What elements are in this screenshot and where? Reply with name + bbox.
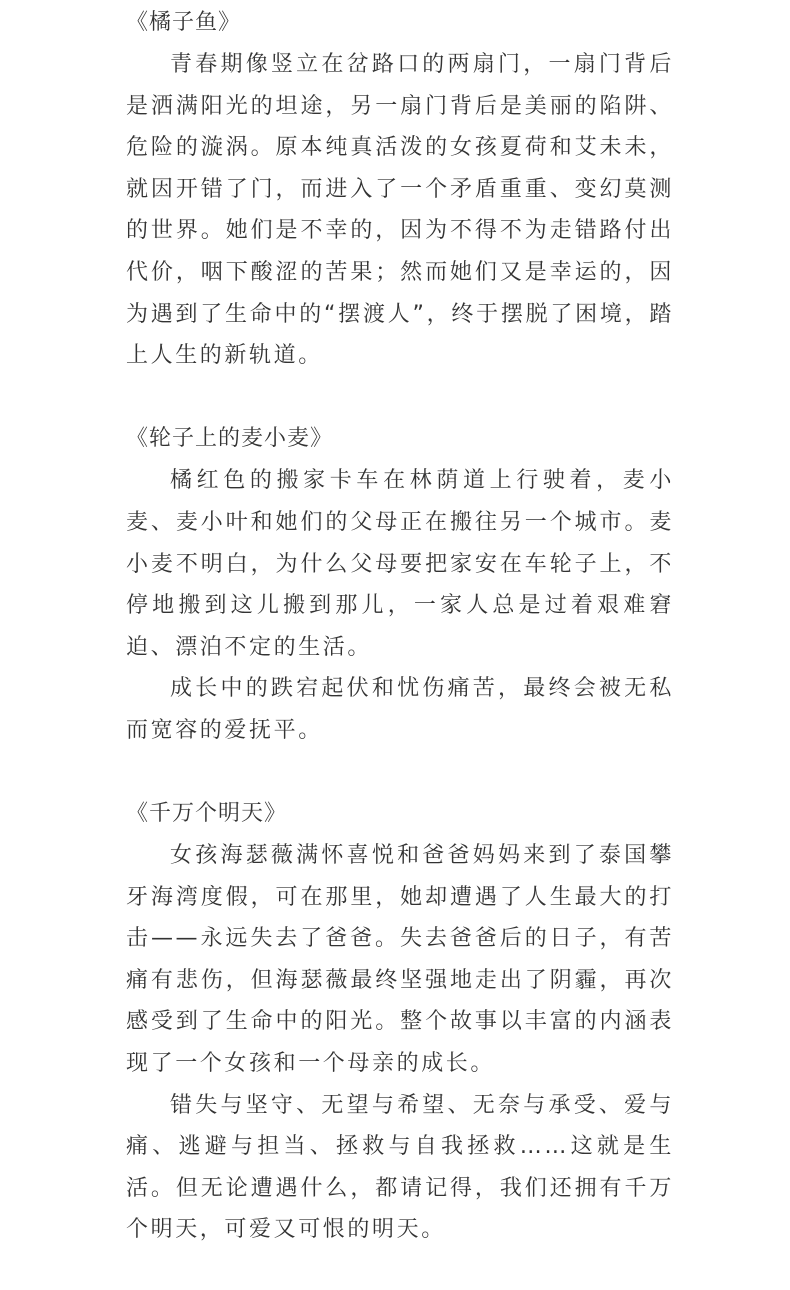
section-spacer: [126, 377, 674, 419]
section-title: 《轮子上的麦小麦》: [126, 426, 334, 452]
paragraph: 橘红色的搬家卡车在林荫道上行驶着，麦小麦、麦小叶和她们的父母正在搬往另一个城市。麦小麦不明白，为什么父母要把家安在车轮子上，不停地搬到这儿搬到那儿，一家人总是过着艰难窘迫、漂泊不定的生活。: [126, 468, 674, 660]
paragraph: 成长中的跌宕起伏和忧伤痛苦，最终会被无私而宽容的爱抚平。: [126, 676, 674, 743]
section-title: 《千万个明天》: [126, 801, 288, 827]
section-spacer: [126, 752, 674, 794]
section-orange-fish: [126, 0, 674, 377]
paragraph: 青春期像竖立在岔路口的两扇门，一扇门背后是洒满阳光的坦途，另一扇门背后是美丽的陷阱、危险的漩涡。原本纯真活泼的女孩夏荷和艾未未，就因开错了门，而进入了一个矛盾重重、变幻莫测的世界。她们是不幸的，因为不得不为走错路付出代价，咽下酸涩的苦果；然而她们又是幸运的，因为遇到了生命中的“摆渡人”，终于摆脱了困境，踏上人生的新轨道。: [126, 52, 674, 369]
paragraph: 女孩海瑟薇满怀喜悦和爸爸妈妈来到了泰国攀牙海湾度假，可在那里，她却遭遇了人生最大的打击——永远失去了爸爸。失去爸爸后的日子，有苦痛有悲伤，但海瑟薇最终坚强地走出了阴霾，再次感受到了生命中的阳光。整个故事以丰富的内涵表现了一个女孩和一个母亲的成长。: [126, 843, 674, 1077]
paragraph: 错失与坚守、无望与希望、无奈与承受、爱与痛、逃避与担当、拯救与自我拯救……这就是生活。但无论遭遇什么，都请记得，我们还拥有千万个明天，可爱又可恨的明天。: [126, 1092, 674, 1243]
section-title: 《橘子鱼》: [126, 10, 242, 35]
section-thousand-tomorrows: [126, 793, 674, 1251]
section-mai-xiaomai: [126, 418, 674, 751]
article-body: [126, 0, 674, 1251]
